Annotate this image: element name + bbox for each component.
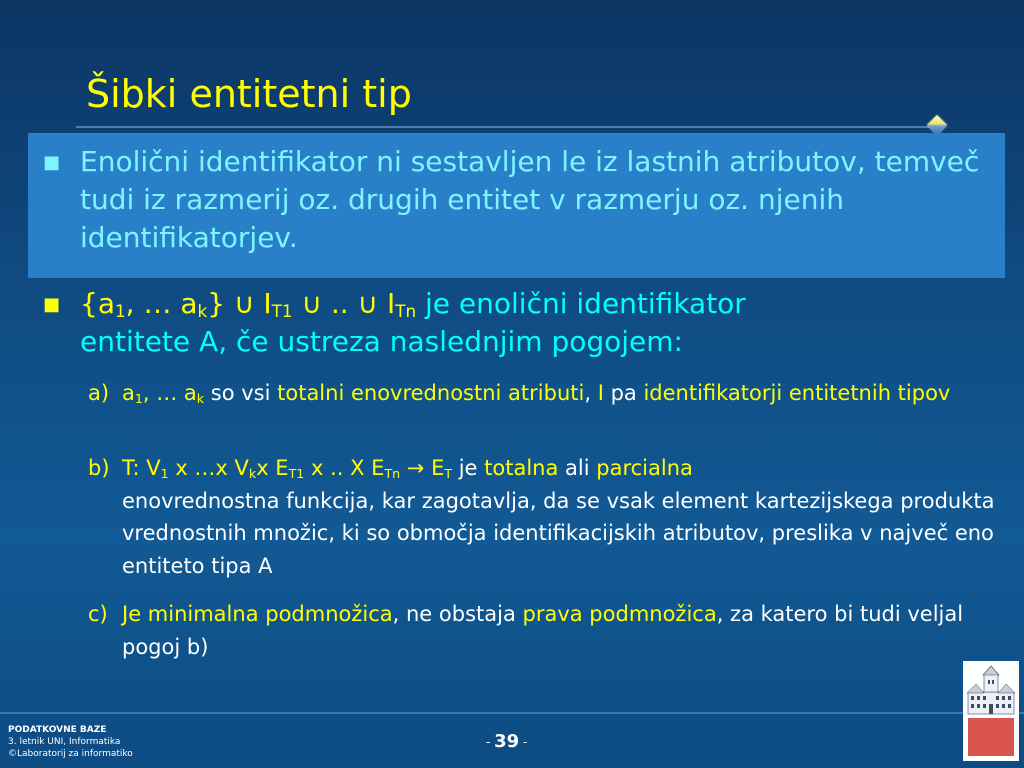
bullet-2 [43,285,1000,361]
square-bullet-icon: ■ [43,152,61,173]
bullet-2-formula: {$a_1$, … $a_k$} ∪ $I_{T1}$ ∪ .. ∪ $I_{Tn}$ je enolični identifikator [80,287,746,322]
condition-c-label: c) [88,602,108,626]
square-bullet-icon: ■ [43,294,61,315]
copyright: ©Laboratorij za informatiko [8,749,133,759]
bullet-1 [43,143,1000,256]
course-year: 3. letnik UNI, Informatika [8,737,121,747]
university-logo-icon [963,661,1019,761]
slide: Šibki entitetni tip ■ Enolični identifikator ni sestavljen le iz lastnih atributov, temveč tudi iz razmerij oz. drugih entitet v razmerju oz. njenih identifikatorjev. ■ {$a_1$, … $a_k$} ∪ $I_{T1}$ ∪ .. ∪ $I_{Tn}$ je enolični identifikator entitete A, če ustreza naslednjim pogojem: a) $a_1$, … $a_k$ so vsi totalni enovrednostni atributi, I pa identifikatorji entitetnih tipov b) T: $V_1$ x …x $V_kx$ $E_{T1}$ x .. X $E_{Tn} \to E_T$ je totalna ali parcialna enovrednostna funkcija, kar zagotavlja, da se vsak element kartezijskega produkta vrednostnih množic, ki so območja identifikacijskih atributov, preslika v največ eno entiteto tipa A c) Je minimalna podmnožica, ne obstaja prava podmnožica, za katero bi tudi veljal pogoj b) PODATKOVNE BAZE 3. letnik UNI, Informatika ©Laboratorij za informatiko - 39 - [0,0,1024,768]
slide-title: Šibki entitetni tip [86,72,412,116]
bullet-2-text: entitete A, če ustreza naslednjim pogojem: [80,324,683,358]
course-name: PODATKOVNE BAZE [8,725,107,735]
diamond-ornament-icon [927,115,947,135]
condition-a-label: a) [88,381,110,405]
title-divider [76,126,938,128]
bullet-1-text: Enolični identifikator ni sestavljen le iz lastnih atributov, temveč tudi iz razmerij oz. drugih entitet v razmerju oz. njenih identifikatorjev. [80,145,980,254]
condition-b-label: b) [88,456,110,480]
page-number: - 39 - [486,731,528,752]
footer-divider [0,712,1024,714]
footer-info [8,724,133,760]
